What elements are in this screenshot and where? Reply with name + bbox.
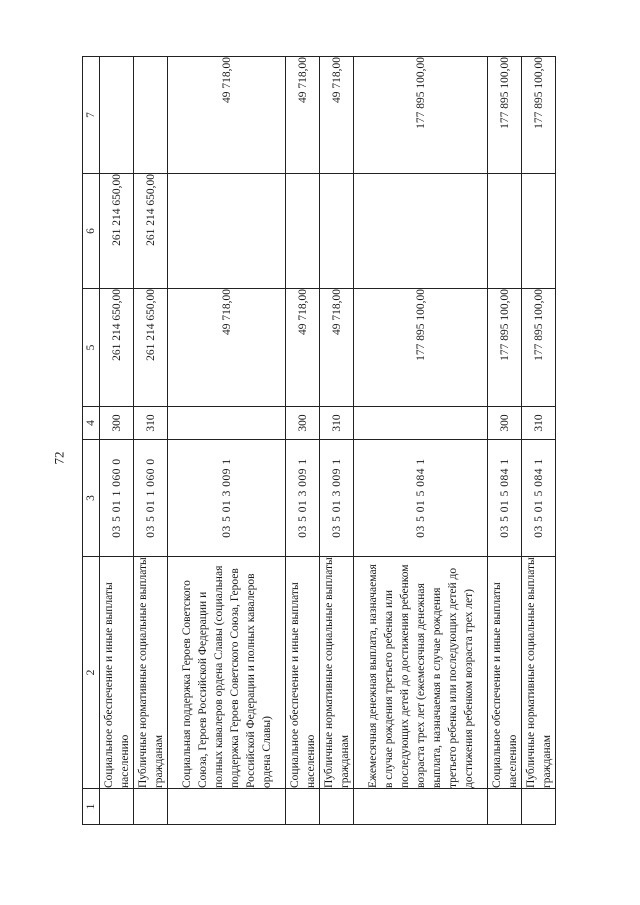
row-code: 03 5 01 3 009 1 <box>286 440 320 557</box>
column-header-2: 2 <box>83 557 100 789</box>
budget-table <box>82 56 556 825</box>
table-row <box>320 57 354 825</box>
row-value-5: 177 895 100,00 <box>522 289 556 407</box>
row-value-7: 177 895 100,00 <box>522 57 556 174</box>
row-value-7: 177 895 100,00 <box>488 57 522 174</box>
table-row <box>168 57 286 825</box>
row-index-cell <box>488 789 522 825</box>
column-header-3: 3 <box>83 440 100 557</box>
row-value-7: 177 895 100,00 <box>354 57 488 174</box>
row-name: Публичные нормативные социальные выплаты гражданам <box>320 557 354 789</box>
table-row <box>100 57 134 825</box>
row-kvr: 300 <box>488 407 522 440</box>
row-value-6 <box>354 174 488 289</box>
table-row <box>522 57 556 825</box>
row-kvr: 300 <box>286 407 320 440</box>
row-index-cell <box>320 789 354 825</box>
row-name: Социальное обеспечение и иные выплаты населению <box>286 557 320 789</box>
row-value-6 <box>168 174 286 289</box>
column-header-5: 5 <box>83 289 100 407</box>
row-code: 03 5 01 5 084 1 <box>354 440 488 557</box>
table-row <box>354 57 488 825</box>
row-value-6 <box>522 174 556 289</box>
row-name: Ежемесячная денежная выплата, назначаемая в случае рождения третьего ребенка или последующих детей до достижения ребенком возраста трех лет (ежемесячная денежная выплата, назначаемая в случае рождения третьего ребенка или последующих детей до достижения ребенком возраста трех лет) <box>354 557 488 789</box>
row-index-cell <box>286 789 320 825</box>
row-name: Социальное обеспечение и иные выплаты населению <box>488 557 522 789</box>
row-kvr: 300 <box>100 407 134 440</box>
row-value-7 <box>100 57 134 174</box>
row-code: 03 5 01 1 060 0 <box>100 440 134 557</box>
row-kvr <box>168 407 286 440</box>
column-header-6: 6 <box>83 174 100 289</box>
row-value-5: 49 718,00 <box>168 289 286 407</box>
row-value-5: 261 214 650,00 <box>134 289 168 407</box>
row-value-7: 49 718,00 <box>320 57 354 174</box>
row-value-6: 261 214 650,00 <box>100 174 134 289</box>
row-value-5: 49 718,00 <box>286 289 320 407</box>
row-value-7: 49 718,00 <box>286 57 320 174</box>
row-index-cell <box>354 789 488 825</box>
row-value-5: 177 895 100,00 <box>488 289 522 407</box>
table-row <box>286 57 320 825</box>
row-kvr <box>354 407 488 440</box>
row-kvr: 310 <box>320 407 354 440</box>
column-header-1: 1 <box>83 789 100 825</box>
row-value-7: 49 718,00 <box>168 57 286 174</box>
page-number <box>49 443 69 473</box>
row-value-6 <box>488 174 522 289</box>
row-code: 03 5 01 1 060 0 <box>134 440 168 557</box>
row-value-6 <box>320 174 354 289</box>
column-header-4: 4 <box>83 407 100 440</box>
row-value-7 <box>134 57 168 174</box>
row-value-6: 261 214 650,00 <box>134 174 168 289</box>
row-value-5: 261 214 650,00 <box>100 289 134 407</box>
row-kvr: 310 <box>522 407 556 440</box>
row-value-6 <box>286 174 320 289</box>
column-header-7: 7 <box>83 57 100 174</box>
table-row <box>134 57 168 825</box>
page-number-text: 72 <box>51 451 66 465</box>
row-index-cell <box>522 789 556 825</box>
row-name: Публичные нормативные социальные выплаты гражданам <box>134 557 168 789</box>
row-code: 03 5 01 3 009 1 <box>168 440 286 557</box>
row-code: 03 5 01 3 009 1 <box>320 440 354 557</box>
row-code: 03 5 01 5 084 1 <box>522 440 556 557</box>
row-code: 03 5 01 5 084 1 <box>488 440 522 557</box>
row-index-cell <box>134 789 168 825</box>
row-index-cell <box>168 789 286 825</box>
header-row <box>83 57 100 825</box>
row-name: Социальная поддержка Героев Советского Союза, Героев Российской Федерации и полных кавалеров ордена Славы (социальная поддержка Героев Советского Союза, Героев Российской Федерации и полных кавалеров ордена Славы) <box>168 557 286 789</box>
rotated-table-frame <box>82 57 556 825</box>
row-name: Публичные нормативные социальные выплаты гражданам <box>522 557 556 789</box>
row-name: Социальное обеспечение и иные выплаты населению <box>100 557 134 789</box>
row-value-5: 177 895 100,00 <box>354 289 488 407</box>
table-row <box>488 57 522 825</box>
row-index-cell <box>100 789 134 825</box>
row-value-5: 49 718,00 <box>320 289 354 407</box>
row-kvr: 310 <box>134 407 168 440</box>
